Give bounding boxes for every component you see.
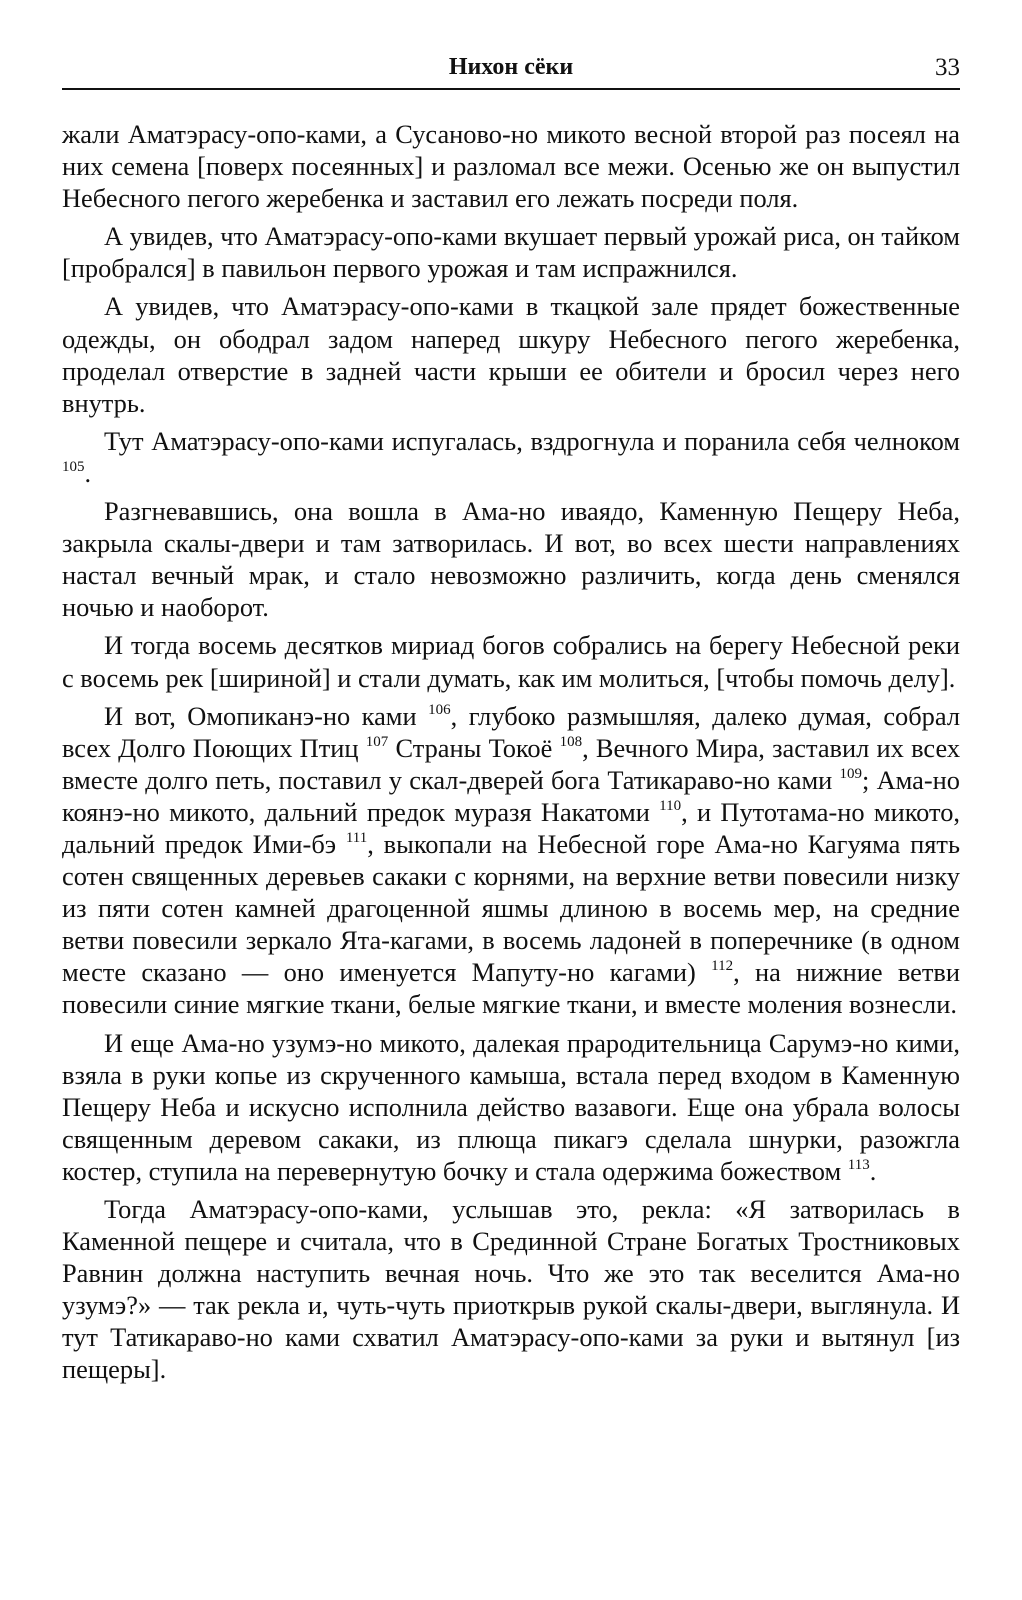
running-head bbox=[62, 52, 960, 90]
paragraph bbox=[62, 495, 960, 623]
running-title: Нихон сёки bbox=[448, 54, 574, 80]
paragraph bbox=[62, 1027, 960, 1187]
paragraph bbox=[62, 629, 960, 693]
paragraph-text: А увидев, что Аматэрасу-опо-ками вкушает первый урожай риса, он тайком [пробрался] в павильон первого урожая и там испражнился. bbox=[62, 221, 960, 284]
paragraph-text: ; Ама-но коянэ-но микото, дальний предок муразя Накатоми bbox=[62, 764, 960, 827]
paragraph-text: Разгневавшись, она вошла в Ама-но иваядо, Каменную Пещеру Неба, закрыла скалы-двери и там затворилась. И вот, во всех шести направлениях настал вечный мрак, и стало невозможно различить, когда день сменялся ночью и наоборот. bbox=[62, 496, 960, 623]
footnote-ref: 111 bbox=[345, 829, 368, 846]
paragraph-text: , глубоко размышляя, далеко думая, собрал всех Долго Поющих Птиц bbox=[62, 700, 960, 763]
paragraph-text: И вот, Омопиканэ-но ками bbox=[104, 700, 429, 731]
paragraph-text: И еще Ама-но узумэ-но микото, далекая прародительница Сарумэ-но кими, взяла в руки копье из скрученного камыша, встала перед входом в Каменную Пещеру Неба и искусно исполнила действо вазавоги. Еще она убрала волосы священным деревом сакаки, из плюща пикагэ сделала шнурки, разожгла костер, ступила на перевернутую бочку и стала одержима божеством bbox=[62, 1027, 960, 1186]
footnote-ref: 112 bbox=[711, 958, 734, 975]
paragraph bbox=[62, 1193, 960, 1386]
paragraph-text: Тут Аматэрасу-опо-ками испугалась, вздрогнула и поранила себя челноком bbox=[104, 425, 960, 456]
paragraph-text: Тогда Аматэрасу-опо-ками, услышав это, рекла: «Я затворилась в Каменной пещере и считала, что в Срединной Стране Богатых Тростниковых Равнин должна наступить вечная ночь. Что же это так веселится Ама-но узумэ?» — так рекла и, чуть-чуть приоткрыв рукой скалы-двери, выглянула. И тут Татикараво-но ками схватил Аматэрасу-опо-ками за руки и вытянул [из пещеры]. bbox=[62, 1194, 960, 1385]
footnote-ref: 110 bbox=[659, 797, 682, 814]
paragraph bbox=[62, 118, 960, 214]
paragraph-text: , и Путотама-но микото, дальний предок Ими-бэ bbox=[62, 796, 960, 859]
paragraph bbox=[62, 290, 960, 418]
paragraph-text: , Вечного Мира, заставил их всех вместе долго петь, поставил у скал-дверей бога Татикараво-но ками bbox=[62, 732, 961, 795]
paragraph-text: А увидев, что Аматэрасу-опо-ками в ткацкой зале прядет божественные одежды, он ободрал задом наперед шкуру Небесного пегого жеребенка, проделал отверстие в задней части крыши ее обители и бросил через него внутрь. bbox=[62, 291, 960, 418]
footnote-ref: 109 bbox=[839, 765, 863, 782]
footnote-ref: 107 bbox=[365, 733, 389, 750]
paragraph-text: , на нижние ветви повесили синие мягкие ткани, белые мягкие ткани, и вместе моления вознесли. bbox=[62, 957, 960, 1020]
paragraph-text: . bbox=[869, 1155, 877, 1186]
paragraph-text: Страны Токоё bbox=[388, 732, 560, 763]
paragraph bbox=[62, 700, 960, 1021]
paragraph-text: , выкопали на Небесной горе Ама-но Кагуяма пять сотен священных деревьев сакаки с корнями, на верхние ветви повесили низку из пяти сотен камней драгоценной яшмы длиною в восемь мер, на средние ветви повесили зеркало Ята-кагами, в восемь ладоней в поперечнике (в одном месте сказано — оно именуется Мапуту-но кагами) bbox=[62, 828, 960, 988]
paragraph bbox=[62, 425, 960, 489]
paragraph bbox=[62, 220, 960, 284]
paragraph-text: жали Аматэрасу-опо-ками, а Сусаново-но микото весной второй раз посеял на них семена [поверх посеянных] и разломал все межи. Осенью же он выпустил Небесного пегого жеребенка и заставил его лежать посреди поля. bbox=[62, 119, 960, 214]
paragraph-text: И тогда восемь десятков мириад богов собрались на берегу Небесной реки с восемь рек [шириной] и стали думать, как им молиться, [чтобы помочь делу]. bbox=[62, 630, 960, 693]
body-text bbox=[62, 118, 960, 1386]
page-number: 33 bbox=[935, 54, 960, 81]
footnote-ref: 108 bbox=[559, 733, 583, 750]
footnote-ref: 106 bbox=[428, 701, 451, 718]
footnote-ref: 113 bbox=[847, 1156, 870, 1173]
paragraph-text: . bbox=[84, 457, 92, 488]
footnote-ref: 105 bbox=[62, 458, 85, 475]
